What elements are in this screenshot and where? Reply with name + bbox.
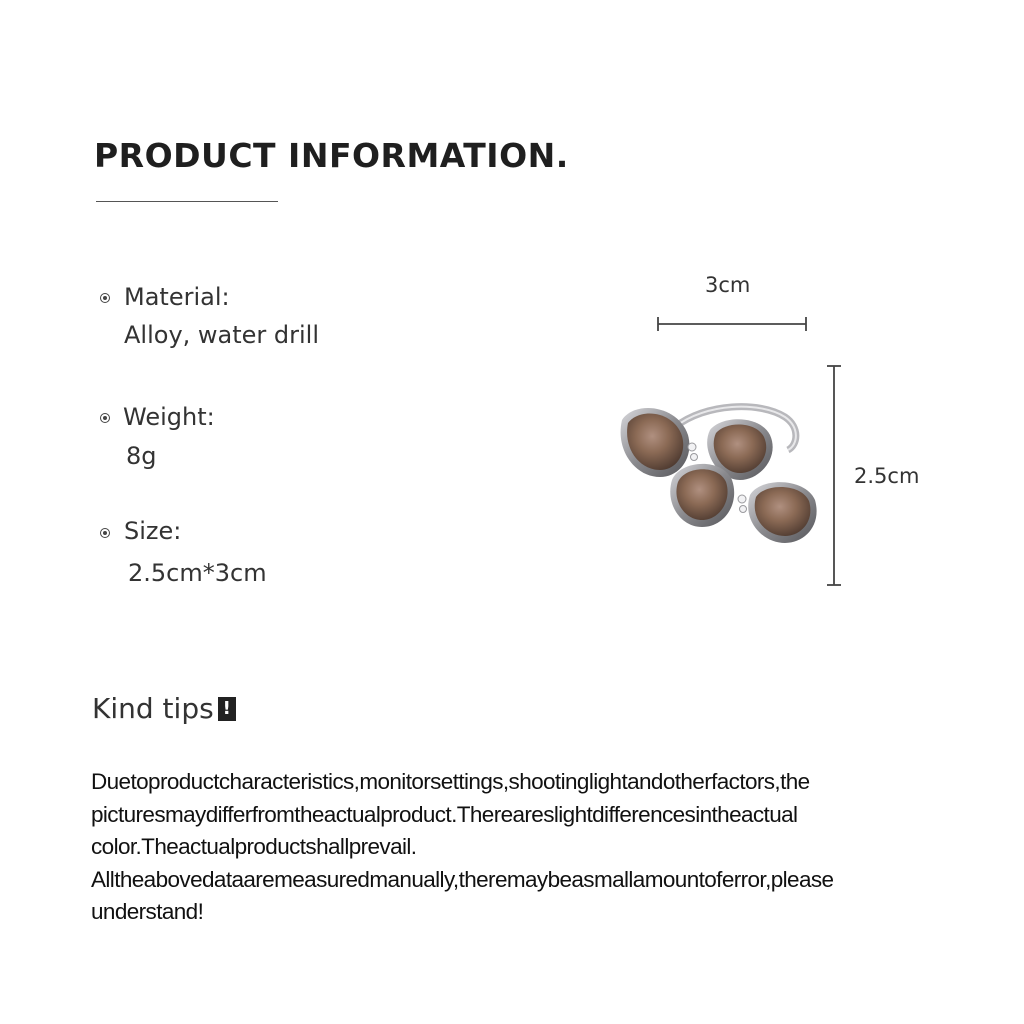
ring-product-image <box>610 395 825 555</box>
height-dimension-line <box>822 360 846 592</box>
crystal-petal <box>621 408 690 477</box>
kind-tips-label: Kind tips <box>92 692 214 725</box>
title-underline <box>96 201 278 202</box>
tips-line: Duetoproductcharacteristics,monitorsettings,shootinglightandotherfactors,the <box>91 769 810 794</box>
material-label: Material: <box>124 283 230 311</box>
tips-line: color.Theactualproductshallprevail. <box>91 834 417 859</box>
weight-label: Weight: <box>123 403 215 431</box>
size-value: 2.5cm*3cm <box>128 559 267 587</box>
width-dimension-line <box>650 312 816 336</box>
bullet-icon <box>100 293 110 303</box>
tips-line: picturesmaydifferfromtheactualproduct.Thereareslightdifferencesintheactual <box>91 801 798 827</box>
page-title: PRODUCT INFORMATION. <box>94 136 569 175</box>
clear-stone <box>688 443 698 461</box>
size-label: Size: <box>124 517 182 545</box>
crystal-petal <box>670 464 734 527</box>
kind-tips-heading <box>92 692 236 725</box>
weight-value: 8g <box>126 442 157 470</box>
material-value: Alloy, water drill <box>124 321 320 349</box>
clear-stone <box>738 495 747 513</box>
exclamation-icon: ! <box>218 697 236 721</box>
height-dimension-label: 2.5cm <box>854 464 920 488</box>
kind-tips-body <box>91 766 931 929</box>
tips-line: Alltheabovedataaremeasuredmanually,theremaybeasmallamountoferror,please <box>91 866 834 892</box>
width-dimension-label: 3cm <box>705 273 751 297</box>
tips-line: understand! <box>91 899 204 924</box>
crystal-petal <box>748 482 816 543</box>
bullet-icon <box>100 528 110 538</box>
bullet-icon <box>100 413 110 423</box>
